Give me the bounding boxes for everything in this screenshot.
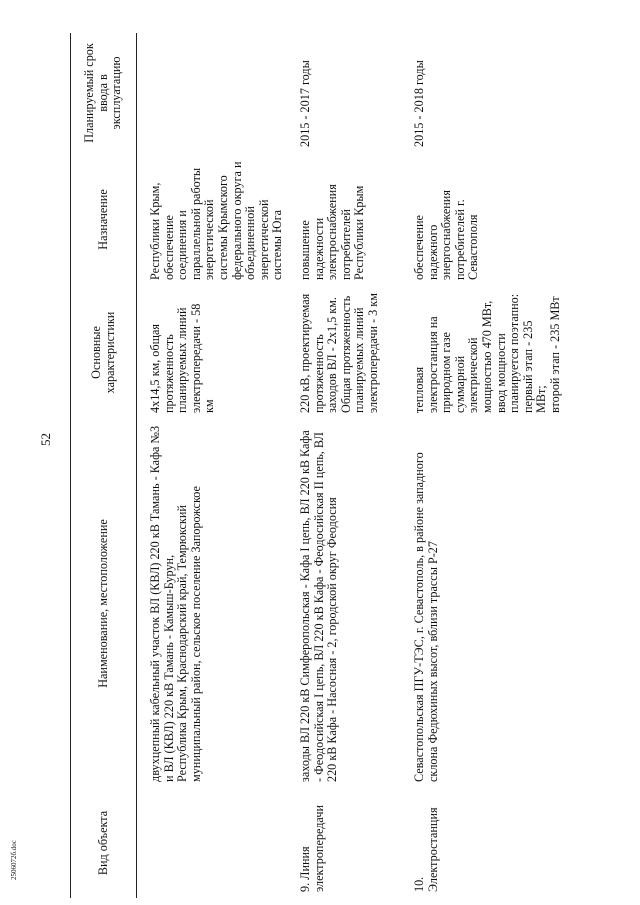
table-row — [291, 33, 405, 898]
cell-type: 10. Электростанция — [411, 807, 440, 892]
cell-characteristics: 4х14,5 км, общая протяженность планируемых линий электропередачи - 58 км — [148, 303, 217, 413]
header-characteristics: Основные характеристики — [71, 286, 137, 419]
rotated-table-container — [70, 33, 630, 898]
cell-type — [137, 788, 291, 898]
table-row — [405, 33, 569, 898]
cell-deadline: 2015 - 2018 годы — [411, 60, 426, 147]
table-header-row — [71, 33, 137, 898]
cell-deadline — [137, 33, 291, 153]
cell-characteristics: 220 кВ, проектируемая протяженность заходов ВЛ - 2х1,5 км. Общая протяженность планируемых линий электропередачи - 3 км — [297, 293, 380, 413]
header-object-type: Вид объекта — [71, 788, 137, 898]
cell-type: 9. Линия электропередачи — [297, 805, 326, 892]
page-number: 52 — [38, 433, 53, 447]
objects-table — [70, 33, 568, 898]
cell-name: Севастопольская ПГУ-ТЭС, г. Севастополь, в районе западного склона Федюхиных высот, вблизи трассы Р-27 — [411, 452, 440, 782]
cell-name: двухцепный кабельный участок ВЛ (КВЛ) 220 кВ Тамань - Кафа №3 и ВЛ (КВЛ) 220 кВ Тамань - Камыш-Бурун, Республика Крым, Краснодарский край, Темрюкский муниципальный район, сельское поселение Запорожское — [148, 425, 203, 782]
footer-filename: 2506072б.doc — [10, 840, 18, 880]
cell-characteristics: тепловая электростанция на природном газе суммарной электрической мощностью 470 МВт, ввод мощности планируется поэтапно: первый этап - 235 МВт; второй этап - 235 МВт — [411, 293, 562, 413]
header-deadline: Планируемый срок ввода в эксплуатацию — [71, 33, 137, 153]
cell-deadline: 2015 - 2017 годы — [297, 60, 312, 147]
cell-purpose: повышение надежности электроснабжения потребителей Республики Крым — [297, 184, 367, 280]
cell-name: заходы ВЛ 220 кВ Симферопольская - Кафа I цепь, ВЛ 220 кВ Кафа - Феодосийская I цепь, ВЛ 220 кВ Кафа - Феодосийская II цепь, ВЛ 220 кВ Кафа - Насосная - 2, городской округ Феодосия — [297, 430, 340, 782]
header-name-location: Наименование, местоположение — [71, 419, 137, 788]
cell-purpose: обеспечение надежного энергоснабжения потребителей г. Севастополя — [411, 190, 481, 280]
header-purpose: Назначение — [71, 153, 137, 286]
cell-purpose: Республики Крым, обеспечение соединения и параллельной работы энергетической системы Крымского федерального округа и объединенной энергетической системы Юга — [148, 161, 285, 280]
table-row — [137, 33, 291, 898]
